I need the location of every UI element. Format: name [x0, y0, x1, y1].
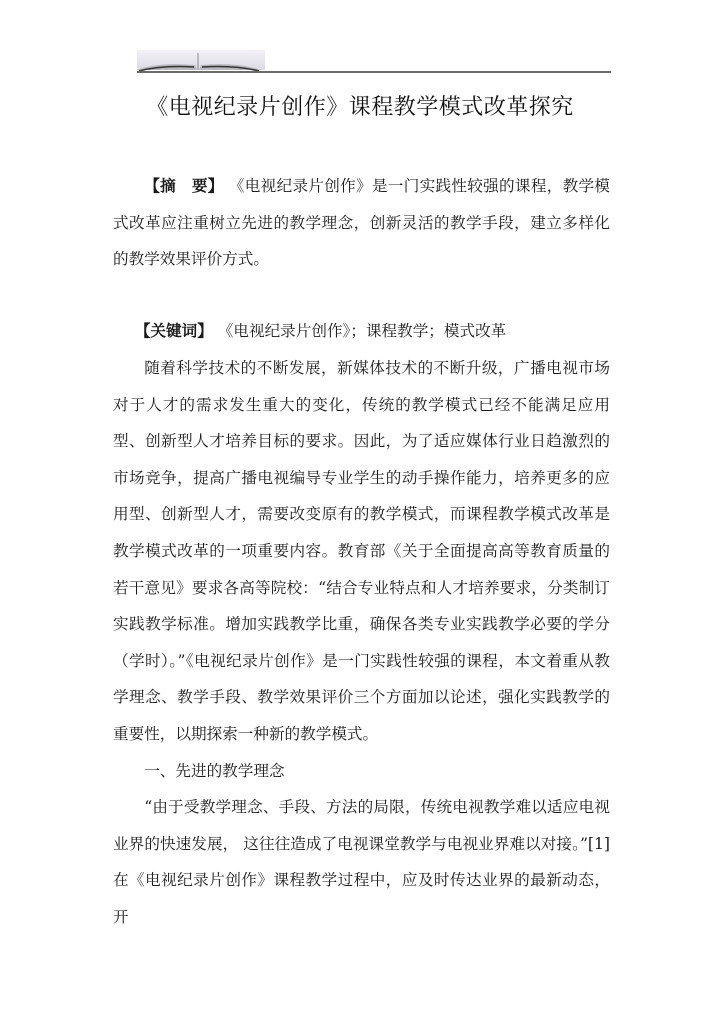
abstract-text: 《电视纪录片创作》是一门实践性较强的课程，教学模式改革应注重树立先进的教学理念，创新灵活的教学手段，建立多样化的教学效果评价方式。 — [113, 177, 610, 269]
header-rule — [137, 71, 611, 73]
abstract-label: 【摘 要】 — [144, 176, 224, 195]
abstract — [113, 168, 610, 278]
paragraph-section-1: “由于受教学理念、手段、方法的局限，传统电视教学难以适应电视业界的快速发展， 这往往造成了电视课堂教学与电视业界难以对接。”[1]在《电视纪录片创作》课程教学过程中，应及时传达业界的最新动态，开 — [113, 798, 610, 926]
keywords-label: 【关键词】 — [134, 321, 213, 340]
keywords — [113, 313, 610, 350]
main-body — [113, 350, 610, 936]
page-header — [137, 46, 611, 74]
document-title: 《电视纪录片创作》课程教学模式改革探究 — [146, 95, 574, 120]
section-heading-1: 一、先进的教学理念 — [144, 761, 285, 780]
paragraph-intro: 随着科学技术的不断发展，新媒体技术的不断升级，广播电视市场对于人才的需求发生重大的变化，传统的教学模式已经不能满足应用型、创新型人才培养目标的要求。因此，为了适应媒体行业日趋激烈的市场竞争，提高广播电视编导专业学生的动手操作能力，培养更多的应用型、创新型人才，需要改变原有的教学模式，而课程教学模式改革是教学模式改革的一项重要内容。教育部《关于全面提高高等教育质量的若干意见》要求各高等院校：“结合专业特点和人才培养要求，分类制订实践教学标准。增加实践教学比重，确保各类专业实践教学必要的学分（学时）。”《电视纪录片创作》是一门实践性较强的课程，本文着重从教学理念、教学手段、教学效果评价三个方面加以论述，强化实践教学的重要性，以期探索一种新的教学模式。 — [113, 359, 610, 743]
keywords-text: 《电视纪录片创作》；课程教学；模式改革 — [217, 322, 507, 340]
open-book-icon — [137, 48, 265, 72]
